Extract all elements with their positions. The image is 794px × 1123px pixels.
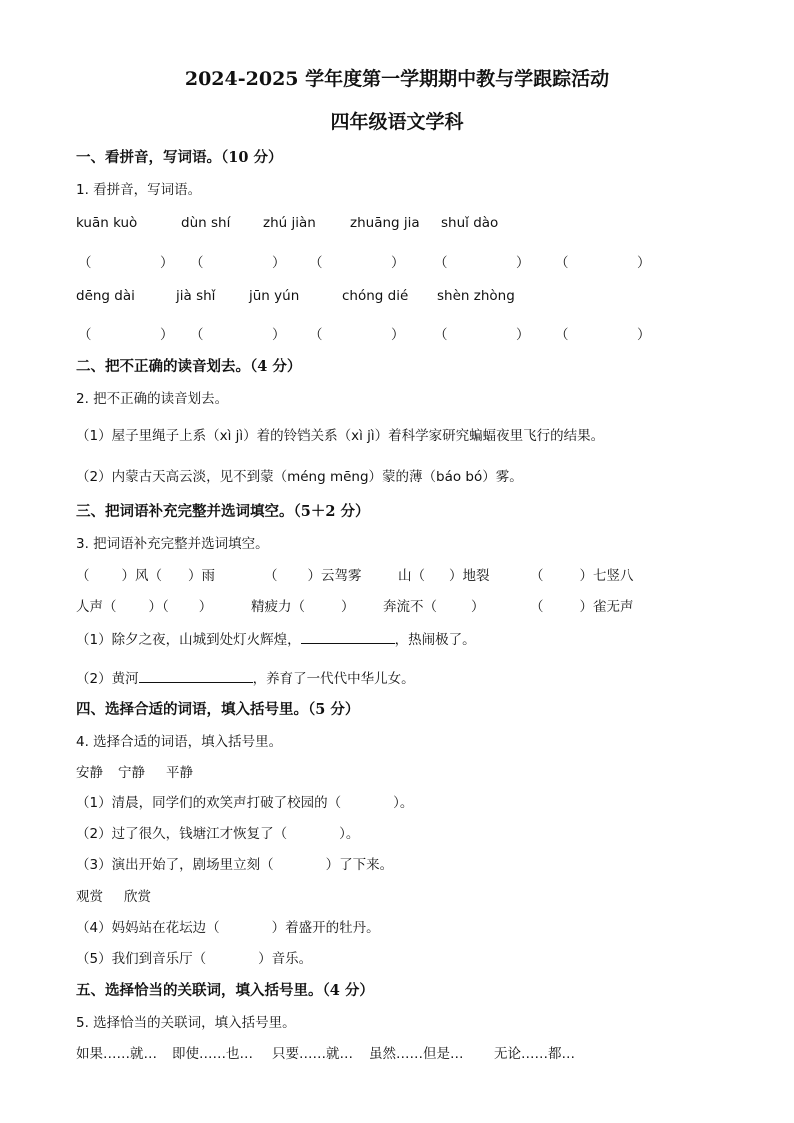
answer-blank-close: ） — [391, 327, 405, 343]
idiom-text: ）七竖八 — [579, 568, 634, 584]
section-1-heading: 一、看拼音，写词语。（10 分） — [76, 149, 283, 166]
answer-underline — [139, 668, 253, 683]
idiom-text: 精疲力（ — [251, 599, 305, 615]
question-4-item-1: （1）清晨，同学们的欢笑声打破了校园的（ ）。 — [76, 795, 414, 811]
idiom-fill-7 — [383, 595, 485, 615]
idiom-text: ）（ — [148, 599, 169, 615]
question-2-item-2: （2）内蒙古天高云淡，见不到蒙（méng mēng）蒙的薄（báo bó）雾。 — [76, 469, 523, 485]
answer-blank-close: ） — [637, 327, 651, 343]
answer-blank-close: ） — [516, 255, 530, 271]
conjunction-choice: 即使……也… — [172, 1046, 253, 1062]
idiom-text: ） — [198, 599, 213, 615]
pinyin-3: zhú jiàn — [263, 215, 316, 231]
answer-blank-open: （ — [309, 255, 323, 271]
pinyin-5: shuǐ dào — [441, 215, 499, 231]
idiom-text: ）云驾雾 — [307, 568, 362, 584]
page-title: 2024-2025 学年度第一学期期中教与学跟踪活动 — [184, 68, 610, 90]
question-3: 3. 把词语补充完整并选词填空。 — [76, 536, 269, 552]
section-2-heading: 二、把不正确的读音划去。（4 分） — [76, 358, 302, 375]
answer-blank-open: （ — [309, 327, 323, 343]
answer-blank-close: ） — [160, 327, 174, 343]
idiom-fill-6 — [251, 595, 355, 615]
answer-blank-open: （ — [434, 327, 448, 343]
pinyin-4: zhuāng jia — [350, 215, 420, 231]
idiom-fill-3 — [398, 564, 490, 584]
idiom-text: 奔流不（ — [383, 599, 437, 615]
answer-blank-open: （ — [78, 255, 92, 271]
word-choice: 宁静 — [118, 765, 145, 781]
idiom-fill-4 — [530, 564, 634, 584]
section-4-heading: 四、选择合适的词语，填入括号里。（5 分） — [76, 701, 360, 718]
idiom-text: ）雀无声 — [579, 599, 634, 615]
pinyin-6: dēng dài — [76, 288, 135, 304]
conjunction-choice: 无论……都… — [494, 1046, 575, 1062]
idiom-fill-2 — [264, 564, 362, 584]
word-choice: 欣赏 — [124, 889, 151, 905]
idiom-text: ）雨 — [188, 568, 215, 584]
word-choice: 平静 — [166, 765, 193, 781]
answer-blank-open: （ — [190, 255, 204, 271]
pinyin-7: jià shǐ — [176, 288, 216, 304]
idiom-text: 山（ — [398, 568, 425, 584]
question-4-item-5: （5）我们到音乐厅（ ）音乐。 — [76, 951, 313, 967]
section-5-heading: 五、选择恰当的关联词，填入括号里。（4 分） — [76, 982, 374, 999]
conjunction-choice: 虽然……但是… — [369, 1046, 464, 1062]
answer-blank-open: （ — [434, 255, 448, 271]
question-4-item-4: （4）妈妈站在花坛边（ ）着盛开的牡丹。 — [76, 920, 380, 936]
answer-underline — [301, 629, 395, 644]
question-4: 4. 选择合适的词语，填入括号里。 — [76, 734, 283, 750]
answer-blank-close: ） — [637, 255, 651, 271]
answer-blank-close: ） — [272, 327, 286, 343]
answer-blank-close: ） — [516, 327, 530, 343]
question-3-item-2: （2）黄河 ，养育了一代代中华儿女。 — [76, 667, 415, 687]
question-4-item-3: （3）演出开始了，剧场里立刻（ ）了下来。 — [76, 857, 394, 873]
conjunction-choice: 只要……就… — [272, 1046, 353, 1062]
question-5: 5. 选择恰当的关联词，填入括号里。 — [76, 1015, 296, 1031]
idiom-text: ）地裂 — [449, 568, 490, 584]
answer-blank-close: ） — [272, 255, 286, 271]
idiom-text: （ — [264, 568, 278, 584]
idiom-fill-5 — [76, 595, 212, 615]
idiom-text: （ — [76, 568, 90, 584]
section-3-heading: 三、把词语补充完整并选词填空。（5＋2 分） — [76, 503, 370, 520]
answer-blank-close: ） — [160, 255, 174, 271]
conjunction-choice: 如果……就… — [76, 1046, 157, 1062]
pinyin-10: shèn zhòng — [437, 288, 515, 304]
question-4-item-2: （2）过了很久，钱塘江才恢复了（ ）。 — [76, 826, 360, 842]
question-1: 1. 看拼音，写词语。 — [76, 182, 202, 198]
answer-blank-open: （ — [555, 255, 569, 271]
pinyin-2: dùn shí — [181, 215, 231, 231]
pinyin-1: kuān kuò — [76, 215, 138, 231]
idiom-text: ） — [341, 599, 355, 615]
page-subtitle: 四年级语文学科 — [330, 111, 464, 133]
idiom-text: ）风（ — [121, 568, 162, 584]
pinyin-8: jūn yún — [249, 288, 300, 304]
answer-blank-open: （ — [78, 327, 92, 343]
idiom-fill-8 — [530, 595, 634, 615]
word-choice: 观赏 — [76, 889, 103, 905]
question-2-item-1: （1）屋子里绳子上系（xì jì）着的铃铛关系（xì jì）着科学家研究蝙蝠夜里飞行的结果。 — [76, 428, 605, 444]
idiom-text: 人声（ — [76, 599, 117, 615]
question-3-item-1: （1）除夕之夜，山城到处灯火辉煌， ，热闹极了。 — [76, 628, 476, 648]
answer-blank-close: ） — [391, 255, 405, 271]
pinyin-9: chóng dié — [342, 288, 409, 304]
answer-blank-open: （ — [555, 327, 569, 343]
question-2: 2. 把不正确的读音划去。 — [76, 391, 229, 407]
idiom-text: （ — [530, 568, 544, 584]
word-choice: 安静 — [76, 765, 103, 781]
idiom-text: ） — [471, 599, 485, 615]
answer-blank-open: （ — [190, 327, 204, 343]
idiom-text: （ — [530, 599, 544, 615]
idiom-fill-1 — [76, 564, 215, 584]
